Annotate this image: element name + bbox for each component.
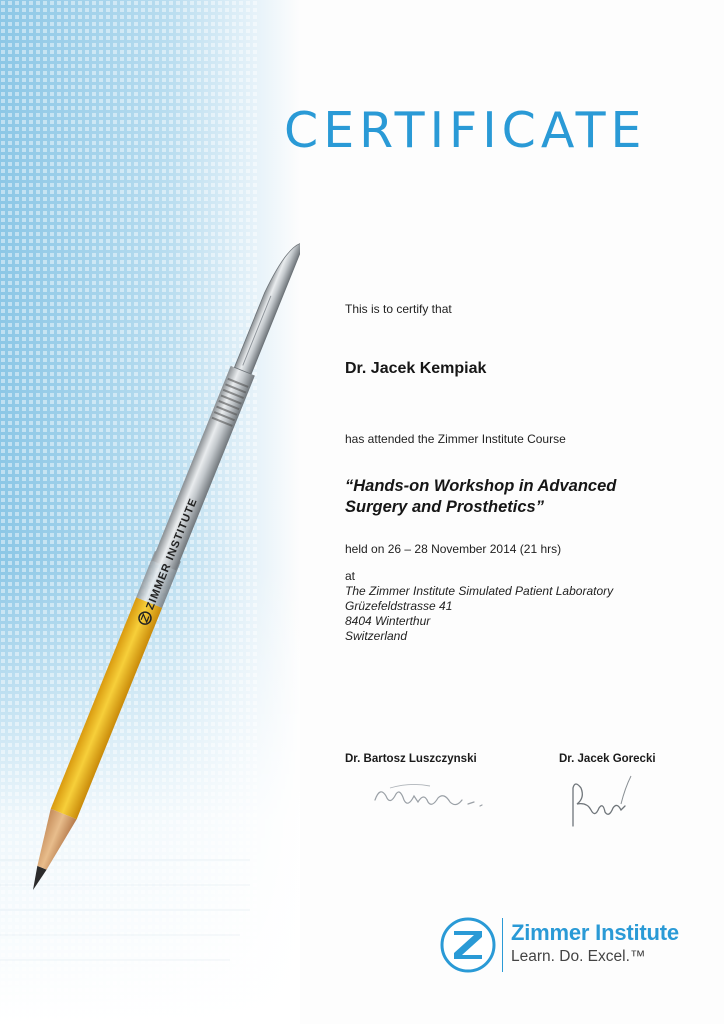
course-title-line1: “Hands-on Workshop in Advanced bbox=[345, 477, 617, 495]
at-label: at bbox=[345, 569, 356, 583]
held-on-date: held on 26 – 28 November 2014 (21 hrs) bbox=[345, 542, 562, 556]
venue-line2: Grüzefeldstrasse 41 bbox=[345, 599, 453, 613]
signatory-name-2: Dr. Jacek Gorecki bbox=[559, 753, 656, 765]
signatory-name-1: Dr. Bartosz Luszczynski bbox=[345, 753, 477, 765]
certificate-title: CERTIFICATE bbox=[284, 102, 647, 159]
signature-gorecki bbox=[565, 768, 645, 836]
course-title-line2: Surgery and Prosthetics” bbox=[345, 498, 544, 516]
venue-line3: 8404 Winterthur bbox=[345, 614, 431, 628]
venue-line4: Switzerland bbox=[345, 629, 408, 643]
signature-luszczynski bbox=[370, 778, 495, 818]
zimmer-institute-logo bbox=[440, 914, 690, 976]
scalpel-engraving: ZIMMER INSTITUTE bbox=[144, 496, 200, 612]
recipient-name: Dr. Jacek Kempiak bbox=[345, 360, 487, 377]
zimmer-z-icon bbox=[440, 917, 496, 973]
certify-intro: This is to certify that bbox=[345, 302, 452, 316]
scalpel-pencil-illustration bbox=[0, 0, 300, 1024]
venue-line1: The Zimmer Institute Simulated Patient Laboratory bbox=[345, 584, 614, 598]
logo-tagline: Learn. Do. Excel.™ bbox=[511, 948, 646, 965]
logo-divider bbox=[502, 918, 503, 972]
attended-text: has attended the Zimmer Institute Course bbox=[345, 432, 566, 446]
logo-name: Zimmer Institute bbox=[511, 920, 679, 945]
